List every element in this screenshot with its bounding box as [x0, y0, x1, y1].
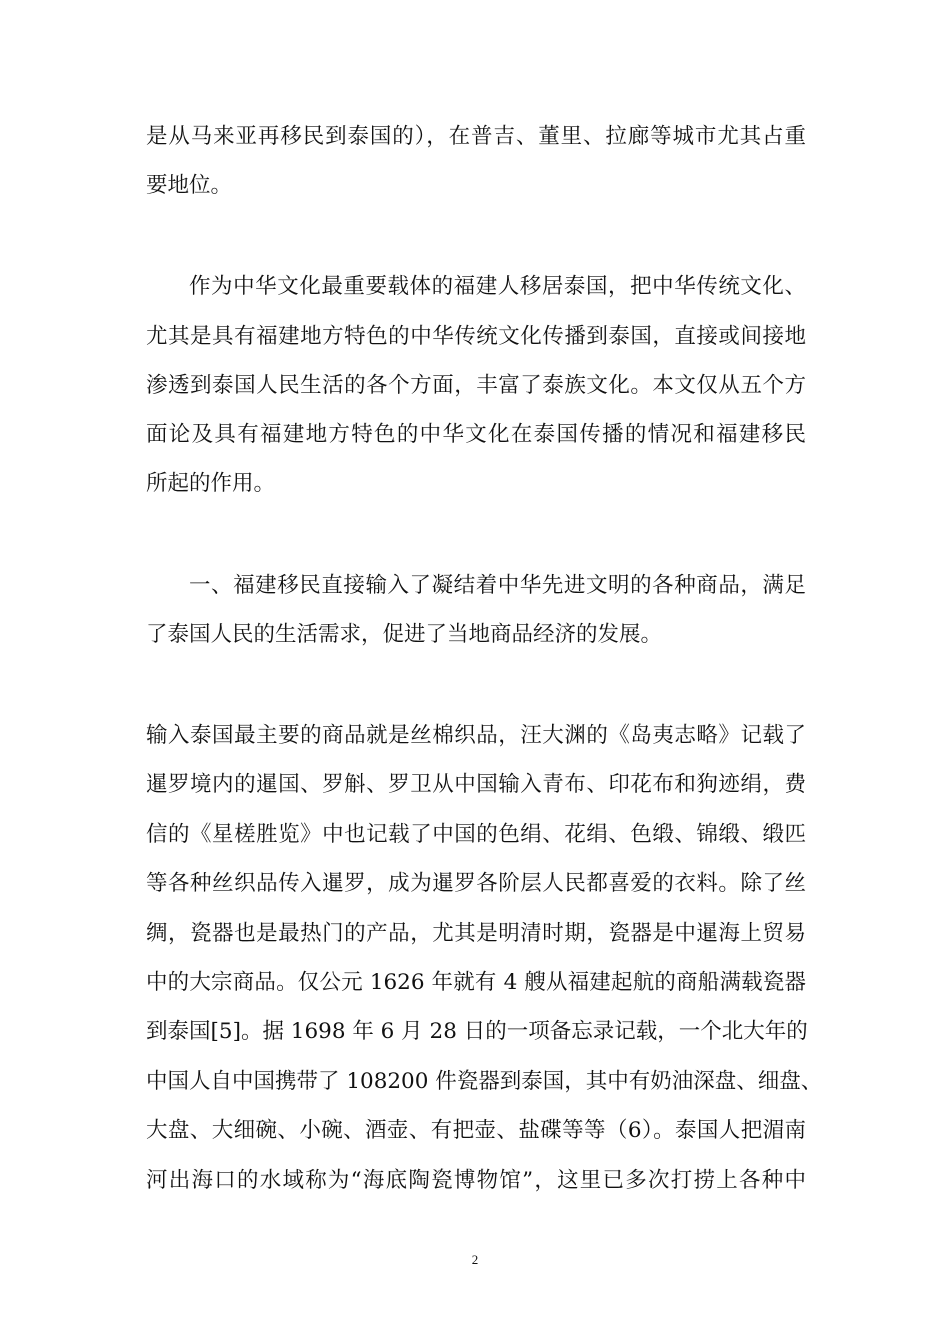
text-line: 尤其是具有福建地方特色的中华传统文化传播到泰国，直接或间接地	[146, 324, 806, 349]
text-line: 等各种丝织品传入暹罗，成为暹罗各阶层人民都喜爱的衣料。除了丝	[146, 871, 806, 896]
text-line: 是从马来亚再移民到泰国的），在普吉、董里、拉廊等城市尤其占重	[146, 124, 806, 149]
text-line: 绸，瓷器也是最热门的产品，尤其是明清时期，瓷器是中暹海上贸易	[146, 921, 806, 946]
text-line: 输入泰国最主要的商品就是丝棉织品，汪大渊的《岛夷志略》记载了	[146, 723, 806, 748]
text-line: 渗透到泰国人民生活的各个方面，丰富了泰族文化。本文仅从五个方	[146, 373, 806, 398]
text-line: 面论及具有福建地方特色的中华文化在泰国传播的情况和福建移民	[146, 422, 806, 447]
text-line: 到泰国[5]。据 1698 年 6 月 28 日的一项备忘录记载，一个北大年的	[146, 1019, 808, 1044]
text-line: 中国人自中国携带了 108200 件瓷器到泰国，其中有奶油深盘、细盘、	[146, 1069, 823, 1094]
text-line: 了泰国人民的生活需求，促进了当地商品经济的发展。	[146, 622, 663, 647]
text-line: 作为中华文化最重要载体的福建人移居泰国，把中华传统文化、	[189, 274, 806, 299]
text-line: 所起的作用。	[146, 471, 276, 496]
page-number: 2	[471, 1252, 479, 1267]
text-line: 要地位。	[146, 173, 233, 198]
text-line: 信的《星槎胜览》中也记载了中国的色绢、花绢、色缎、锦缎、缎匹	[146, 822, 806, 847]
text-line: 河出海口的水域称为“海底陶瓷博物馆”，这里已多次打捞上各种中	[146, 1168, 806, 1193]
text-line: 暹罗境内的暹国、罗斛、罗卫从中国输入青布、印花布和狗迹绢，费	[146, 772, 806, 797]
text-line: 中的大宗商品。仅公元 1626 年就有 4 艘从福建起航的商船满载瓷器	[146, 970, 806, 995]
text-line: 一、福建移民直接输入了凝结着中华先进文明的各种商品，满足	[189, 573, 806, 598]
text-line: 大盘、大细碗、小碗、酒壶、有把壶、盐碟等等（6）。泰国人把湄南	[146, 1118, 806, 1143]
